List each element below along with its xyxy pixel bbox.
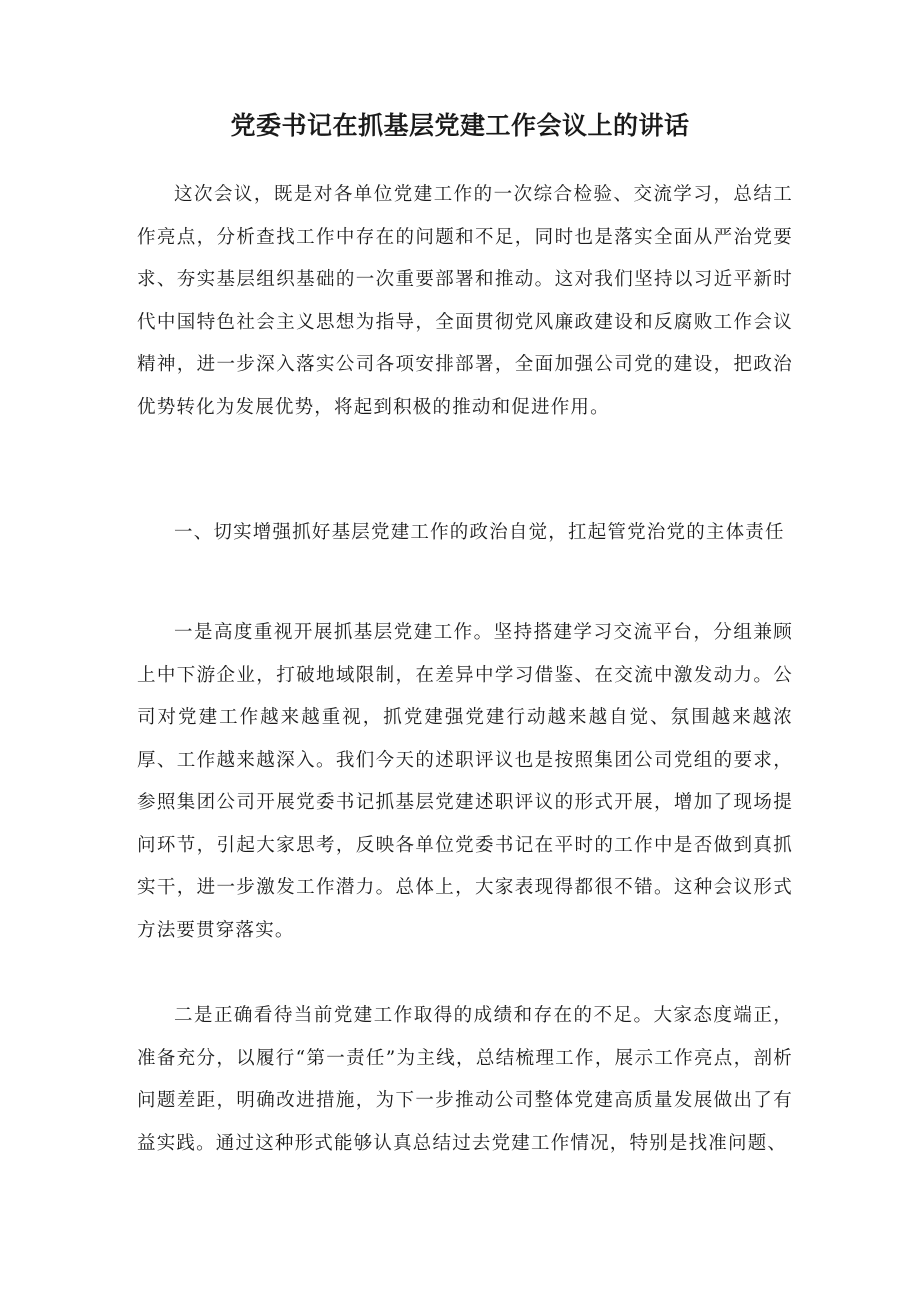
document-title: 党委书记在抓基层党建工作会议上的讲话 bbox=[230, 111, 690, 140]
body-paragraph-point-1: 一是高度重视开展抓基层党建工作。坚持搭建学习交流平台，分组兼顾上中下游企业，打破地域限制，在差异中学习借鉴、在交流中激发动力。公司对党建工作越来越重视，抓党建强党建行动越来越自觉、氛围越来越浓厚、工作越来越深入。我们今天的述职评议也是按照集团公司党组的要求，参照集团公司开展党委书记抓基层党建述职评议的形式开展，增加了现场提问环节，引起大家思考，反映各单位党委书记在平时的工作中是否做到真抓实干，进一步激发工作潜力。总体上，大家表现得都很不错。这种会议形式方法要贯穿落实。 bbox=[137, 622, 793, 941]
section-heading: 一、切实增强抓好基层党建工作的政治自觉，扛起管党治党的主体责任 bbox=[174, 522, 785, 543]
body-paragraph-point-2: 二是正确看待当前党建工作取得的成绩和存在的不足。大家态度端正，准备充分，以履行“第一责任”为主线，总结梳理工作，展示工作亮点，剖析问题差距，明确改进措施，为下一步推动公司整体党建高质量发展做出了有益实践。通过这种形式能够认真总结过去党建工作情况，特别是找准问题、 bbox=[137, 1005, 793, 1154]
intro-paragraph: 这次会议，既是对各单位党建工作的一次综合检验、交流学习，总结工作亮点，分析查找工作中存在的问题和不足，同时也是落实全面从严治党要求、夯实基层组织基础的一次重要部署和推动。这对我们坚持以习近平新时代中国特色社会主义思想为指导，全面贯彻党风廉政建设和反腐败工作会议精神，进一步深入落实公司各项安排部署，全面加强公司党的建设，把政治优势转化为发展优势，将起到积极的推动和促进作用。 bbox=[137, 184, 793, 418]
